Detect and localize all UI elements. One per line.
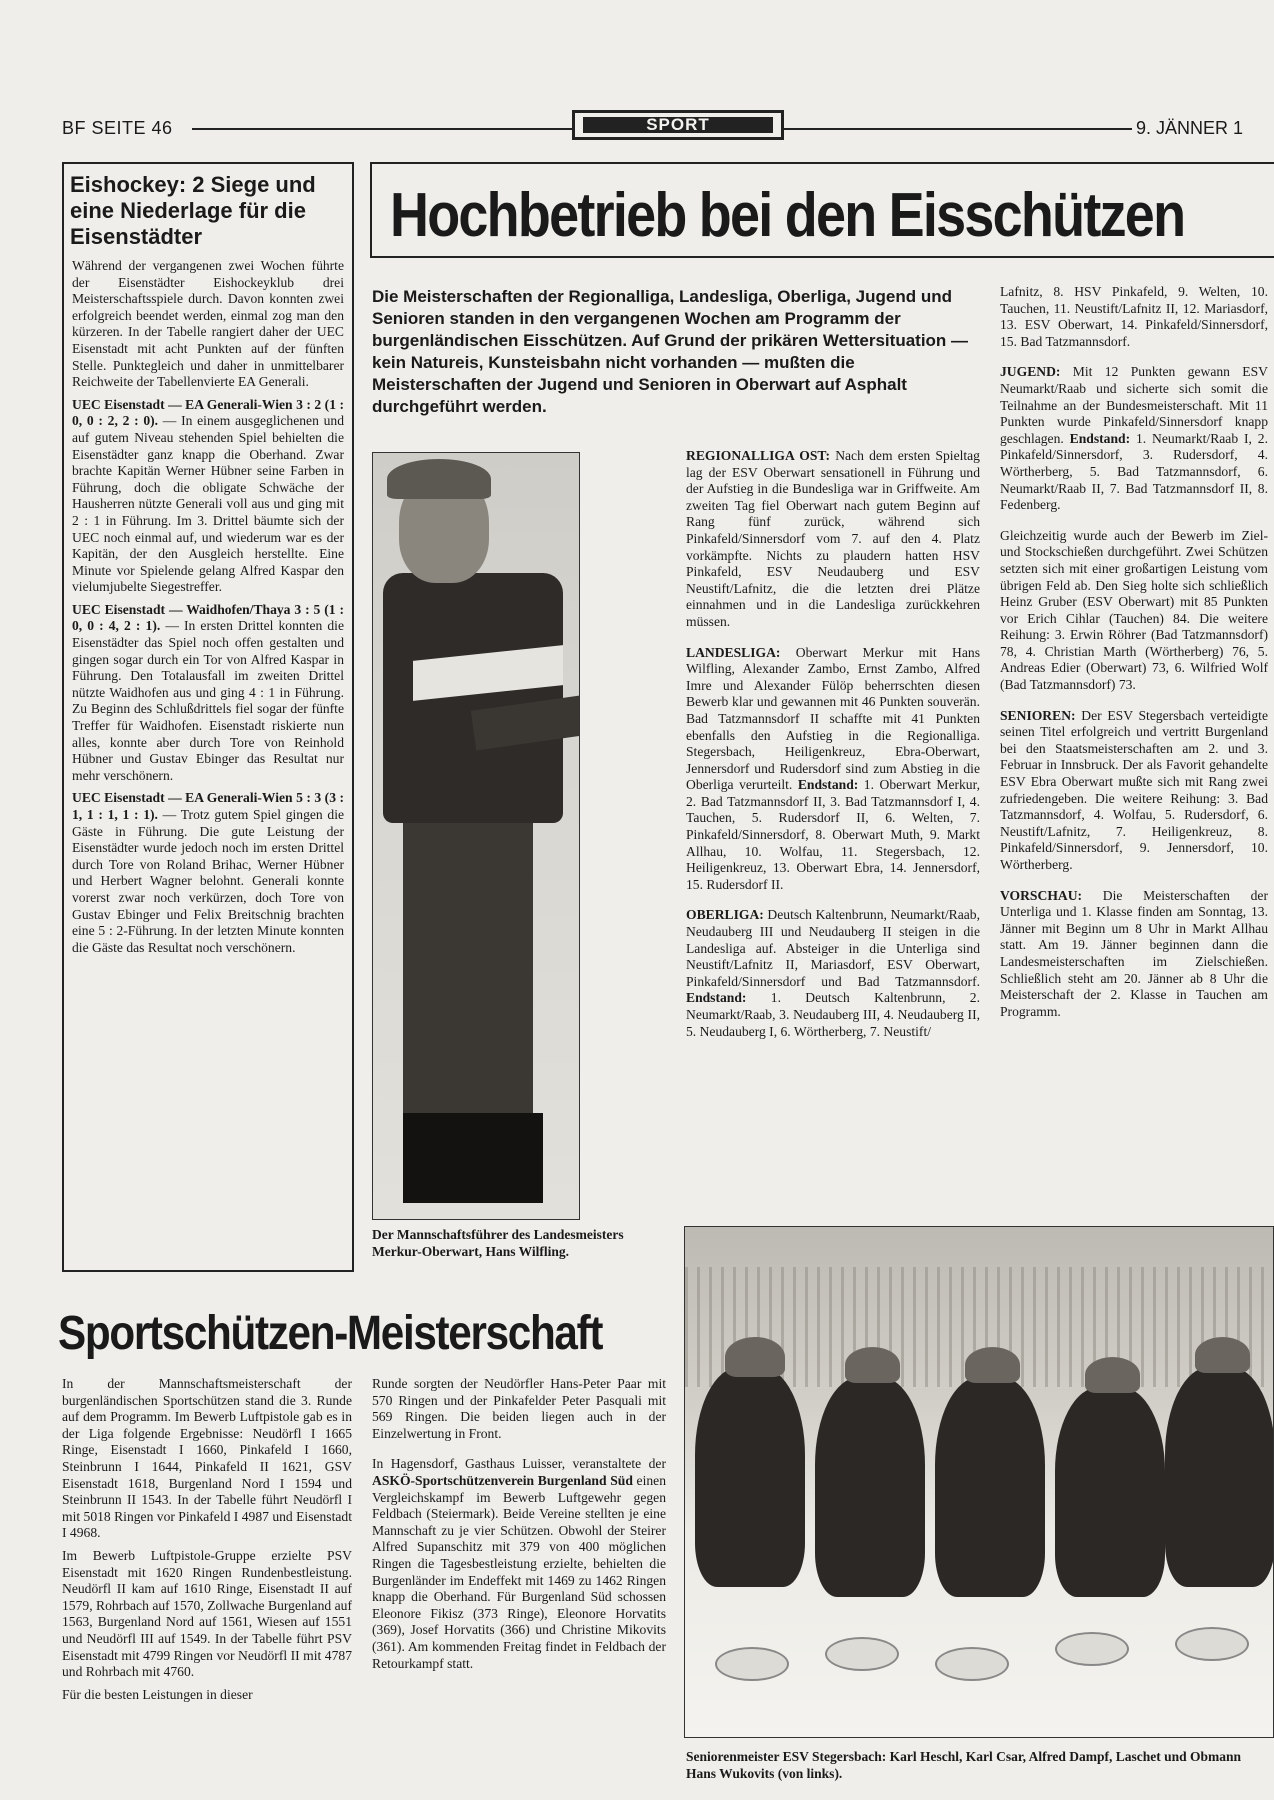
jugend-paragraph [1000, 364, 1268, 513]
hagensdorf-report: einen Vergleichskampf im Bewerb Luftgewehr gegen Feldbach (Steiermark). Beide Vereine stellten je eine Mannschaft zu je vier Schützen. Obwohl der Steirer Alfred Supanschitz mit 379 von 400 möglichen Ringen die Tagesbestleistung erzielte, behielten die Burgenländer im Endeffekt mit 1469 zu 1462 Ringen knapp die Oberhand. Für Burgenland Süd schossen Eleonore Fikisz (373 Ringe), Eleonore Horvatits (369), Josef Horvatits (366) und Christine Mikovits (361). Am kommenden Freitag findet in Feldbach der Retourkampf statt. [372, 1472, 666, 1671]
photo-curling-stone-3 [935, 1647, 1009, 1681]
game-3 [72, 790, 344, 956]
landesliga-text: Oberwart Merkur mit Hans Wilfling, Alexander Zambo, Ernst Zambo, Alfred Imre und Alexander Fülöp beherrschten diesen Bewerb klar und gewannen mit 46 Punkten souverän. Bad Tatzmannsdorf II schaffte mit 41 Punkten ebenfalls den Aufstieg in die Regionalliga. Stegersbach, Heiligenkreuz, Ebra-Oberwart, Jennersdorf und Rudersdorf sind zum Abstieg in die Oberliga verurteilt. [686, 644, 980, 793]
photo-person-1 [695, 1367, 805, 1587]
eisschuetzen-column-3 [1000, 284, 1268, 1026]
oberliga-continued: Lafnitz, 8. HSV Pinkafeld, 9. Welten, 10. Tauchen, 11. Neustift/Lafnitz II, 12. Mariasdorf, 13. ESV Oberwart, 14. Pinkafeld/Sinnersdorf, 15. Bad Tatzmannsdorf. [1000, 284, 1268, 349]
regionalliga-paragraph [686, 448, 980, 631]
oberliga-endstand: 1. Deutsch Kaltenbrunn, 2. Neumarkt/Raab, 3. Neudauberg III, 4. Neudauberg II, 5. Neudauberg I, 6. Wörtherberg, 7. Neustift/ [686, 990, 980, 1039]
hagensdorf-intro: In Hagensdorf, Gasthaus Luisser, veranstaltete der [372, 1456, 666, 1472]
photo-curling-stone-5 [1175, 1627, 1249, 1661]
oberliga-endstand-label: Endstand: [686, 990, 747, 1006]
vorschau-paragraph [1000, 888, 1268, 1021]
photo-caption-seniors: Seniorenmeister ESV Stegersbach: Karl Heschl, Karl Csar, Alfred Dampf, Laschet und Obmann Hans Wukovits (von links). [686, 1749, 1242, 1781]
sportschuetzen-p2: Im Bewerb Luftpistole-Gruppe erzielte PSV Eisenstadt mit 1620 Ringen Rundenbestleistung. Neudörfl II kam auf 1610 Ringe, Eisenstadt II auf 1579, Rohrbach auf 1570, Zollwache Burgenland auf 1563, Burgenland Nord auf 1561, Wiesen auf 1551 und Neudörfl III auf 1549. In der Tabelle führt PSV Eisenstadt mit 4799 Ringen vor Neudörfl II mit 4787 und Rohrbach mit 4760. [62, 1547, 352, 1680]
jugend-head: JUGEND: [1000, 364, 1061, 380]
sportschuetzen-p3: Für die besten Leistungen in dieser [62, 1686, 253, 1702]
sportschuetzen-headline: Sportschützen-Meisterschaft [58, 1307, 603, 1360]
sportschuetzen-p1: In der Mannschaftsmeisterschaft der burgenländischen Sportschützen stand die 3. Runde auf dem Programm. Im Bewerb Luftpistole gab es in der Liga folgende Ergebnisse: Neudörfl I 1665 Ringe, Eisenstadt I 1660, Pinkafeld I 1660, Steinbrunn I 1644, Pinkafeld II 1621, GSV Eisenstadt 1618, Burgenland Nord I 1594 und Steinbrunn II 1543. In der Tabelle führt Neudörfl I mit 5018 Ringen vor Pinkafeld I 4987 und Eisenstadt I 4968. [62, 1376, 352, 1541]
game-1 [72, 397, 344, 596]
game-2 [72, 602, 344, 785]
game-2-report: — In ersten Drittel konnten die Eisenstädter das Spiel noch offen gestalten und gingen sogar durch ein Tor von Alfred Kaspar in Führung. Den Totalausfall im zweiten Drittel nützte Waidhofen aus und ging 4 : 1 in Führung. Zu Beginn des Schlußdrittels fiel sogar der fünfte Treffer für Waidhofen. Eisenstadt riskierte nun alles, konnte aber durch Tore von Reinhold Hübner und Gustav Ebinger das Resultat nur mehr verschönern. [72, 618, 344, 783]
section-label-box [572, 110, 784, 140]
eishockey-article [72, 258, 344, 962]
photo-figure-boots [403, 1113, 543, 1203]
regionalliga-text: Nach dem ersten Spieltag lag der ESV Oberwart sensationell in Führung und der Aufstieg in die Bundesliga war in Griffweite. Am zweiten Tag fiel Oberwart nach gutem Beginn auf Rang fünf zurück, während sich Pinkafeld/Sinnersdorf vom 7. auf den 4. Platz vorkämpfte. Nichts zu plaudern hatten HSV Pinkafeld, ESV Neudauberg und ESV Neustift/Lafnitz, die die letzten drei Plätze einnahmen und in die Landesliga zurückkehren müssen. [686, 448, 980, 629]
landesliga-endstand-label: Endstand: [792, 777, 859, 793]
photo-figure-legs [403, 823, 533, 1123]
page-number: BF SEITE 46 [62, 118, 173, 138]
header-rule-left [192, 128, 572, 130]
oberliga-paragraph [686, 907, 980, 1040]
photo-curling-stone-4 [1055, 1632, 1129, 1666]
game-2-score: UEC Eisenstadt — Waidhofen/Thaya 3 : 5 (1 : 0, 0 : 4, 2 : 1). [72, 601, 344, 634]
photo-hat-5 [1195, 1337, 1250, 1373]
game-1-score: UEC Eisenstadt — EA Generali-Wien 3 : 2 (1 : 0, 0 : 2, 2 : 0). [72, 396, 344, 429]
vorschau-head: VORSCHAU: [1000, 887, 1083, 903]
landesliga-endstand: 1. Oberwart Merkur, 2. Bad Tatzmannsdorf II, 3. Bad Tatzmannsdorf I, 4. Tauchen, 5. Rudersdorf II, 6. Welten, 7. Pinkafeld/Sinnersdorf, 8. Oberwart Muth, 9. Markt Allhau, 10. Wolfau, 11. Stegersbach, 12. Heiligenkreuz, 13. Oberwart Ebra, 14. Jennersdorf, 15. Rudersdorf II. [686, 777, 980, 892]
club-name: ASKÖ-Sportschützenverein Burgenland Süd [372, 1472, 633, 1488]
oberliga-text: Deutsch Kaltenbrunn, Neumarkt/Raab, Neudauberg III und Neudauberg II steigen in die Landesliga auf. Absteiger in die Unterliga sind Neustift/Lafnitz II, Mariasdorf, ESV Oberwart, Pinkafeld/Sinnersdorf und Bad Tatzmannsdorf. [686, 907, 980, 989]
issue-date: 9. JÄNNER 1 [1136, 118, 1244, 138]
photo-figure-torso [383, 573, 563, 823]
main-headline: Hochbetrieb bei den Eisschützen [390, 181, 1185, 250]
photo-curling-stone-1 [715, 1647, 789, 1681]
jugend-text: Mit 12 Punkten gewann ESV Neumarkt/Raab und sicherte sich somit die Teilnahme an der Bundesmeisterschaft. Mit 11 Punkten wurde Pinkafeld/Sinnersdorf knapp geschlagen. [1000, 364, 1268, 446]
photo-hat-4 [1085, 1357, 1140, 1393]
photo-caption-captain: Der Mannschaftsführer des Landesmeisters Merkur-Oberwart, Hans Wilfling. [372, 1227, 624, 1259]
photo-team-captain [372, 452, 580, 1220]
header-rule-right [784, 128, 1132, 130]
game-3-report: — Trotz gutem Spiel gingen die Gäste in Führung. Die gute Leistung der Eisenstädter wurde jedoch noch im ersten Drittel durch Tore von Roland Brihac, Werner Hübner und Herbert Wagner belohnt. Generali konnte vorerst zwar noch verkürzen, doch Tore von Gustav Ebinger und Felix Breitschnig brachten eine 5 : 2-Führung. In der letzten Minute konnten die Gäste das Resultat noch verschönern. [72, 807, 344, 955]
sportschuetzen-p4: Runde sorgten der Neudörfler Hans-Peter Paar mit 570 Ringen und der Pinkafelder Peter Pasquali mit 569 Ringen. Die beiden liegen auch in der Einzelwertung in Front. [372, 1376, 666, 1441]
sportschuetzen-p5 [372, 1456, 666, 1672]
landesliga-paragraph [686, 645, 980, 894]
regionalliga-head: REGIONALLIGA OST: [686, 448, 830, 463]
eishockey-intro: Während der vergangenen zwei Wochen führte der Eisenstädter Eishockeyklub drei Meisterschaftsspiele durch. Davon konnten zwei erfolgreich beendet werden, einmal zog man den kürzeren. In der Tabelle rangiert daher der UEC Eisenstadt mit acht Punkten auf der fünften Stelle. Punktegleich und daher in unmittelbarer Reichweite der Tabellenvierte EA Generali. [72, 258, 344, 390]
section-label: SPORT [583, 117, 773, 133]
photo-hat-2 [845, 1347, 900, 1383]
photo-person-5 [1165, 1367, 1274, 1587]
senioren-paragraph [1000, 708, 1268, 874]
photo-person-4 [1055, 1387, 1165, 1597]
game-3-score: UEC Eisenstadt — EA Generali-Wien 5 : 3 (3 : 1, 1 : 1, 1 : 1). [72, 790, 344, 822]
oberliga-head: OBERLIGA: [686, 907, 764, 923]
zielschiessen-paragraph: Gleichzeitig wurde auch der Bewerb im Ziel- und Stockschießen durchgeführt. Zwei Schützen setzten sich mit einer großartigen Leistung vom übrigen Feld ab. Den Sieg holte sich schließlich Heinz Gruber (ESV Oberwart) mit 85 Punkten vor Erich Cihlar (Tauchen) 84. Die weitere Reihung: 3. Erwin Röhrer (Bad Tatzmannsdorf) 78, 4. Christian Marth (Wörtherberg) 76, 5. Andreas Edier (Oberwart) 73, 6. Wilfried Wolf (Bad Tatzmannsdorf) 73. [1000, 527, 1268, 693]
vorschau-text: Die Meisterschaften der Unterliga und 1. Klasse finden am Sonntag, 13. Jänner mit Beginn um 8 Uhr in Markt Allhau statt. Am 19. Jänner beginnen dann die Landesmeisterschaften im Zielschießen. Schließlich steht am 20. Jänner ab 8 Uhr die Meisterschaft der 2. Klasse in Tauchen am Programm. [1000, 887, 1268, 1019]
jugend-endstand: 1. Neumarkt/Raab I, 2. Pinkafeld/Sinnersdorf, 3. Rudersdorf, 4. Wörtherberg, 5. Bad Tatzmannsdorf, 6. Neumarkt/Raab II, 7. Bad Tatzmannsdorf II, 8. Fedenberg. [1000, 430, 1268, 513]
photo-person-3 [935, 1377, 1045, 1597]
photo-figure-cap [387, 459, 491, 499]
jugend-endstand-label: Endstand: [1063, 430, 1131, 446]
game-1-report: — In einem ausgeglichenen und auf gutem Niveau stehenden Spiel behielten die Eisenstädter ganz knapp die Oberhand. Zwar brachte Kapitän Werner Hübner seine Farben in Führung, doch die obligate Schwäche der Hausherren nützte Generali voll aus und ging mit 2 : 1 in Führung. Im 3. Drittel bäumte sich der UEC noch einmal auf, und wiederum war es der Kapitän, der den Ausgleich herstellte. Eine Minute vor Spielende gelang Alfred Kaspar den vielumjubelte Siegestreffer. [72, 413, 344, 595]
landesliga-head: LANDESLIGA: [686, 644, 781, 660]
senioren-head: SENIOREN: [1000, 707, 1076, 723]
photo-person-2 [815, 1377, 925, 1597]
lead-paragraph: Die Meisterschaften der Regionalliga, Landesliga, Oberliga, Jugend und Senioren standen in den vergangenen Wochen am Programm der burgenländischen Eisschützen. Auf Grund der prikären Wettersituation — kein Natureis, Kunsteisbahn nicht vorhanden — mußten die Meisterschaften der Jugend und Senioren in Oberwart auf Asphalt durchgeführt werden. [372, 287, 969, 416]
sportschuetzen-column-2 [372, 1376, 666, 1678]
eishockey-title: Eishockey: 2 Siege und eine Niederlage für die Eisenstädter [70, 172, 316, 249]
photo-curling-stone-2 [825, 1637, 899, 1671]
photo-hat-1 [725, 1337, 785, 1377]
sportschuetzen-column-1 [62, 1376, 352, 1709]
senioren-text: Der ESV Stegersbach verteidigte seinen Titel erfolgreich und vertritt Burgenland bei den Staatsmeisterschaften am 2. und 3. Februar in Innsbruck. Der als Favorit gehandelte ESV Ebra Oberwart mußte sich mit Rang zwei zufriedengeben. Die weitere Reihung: 3. Bad Tatzmannsdorf, 4. Wolfau, 5. Rudersdorf, 6. Neustift/Lafnitz, 7. Heiligenkreuz, 8. Pinkafeld/Sinnersdorf, 9. Jennersdorf, 10. Wörtherberg. [1000, 707, 1268, 872]
eisschuetzen-column-2 [686, 448, 980, 1046]
photo-hat-3 [965, 1347, 1020, 1383]
photo-senior-champions [684, 1226, 1274, 1738]
